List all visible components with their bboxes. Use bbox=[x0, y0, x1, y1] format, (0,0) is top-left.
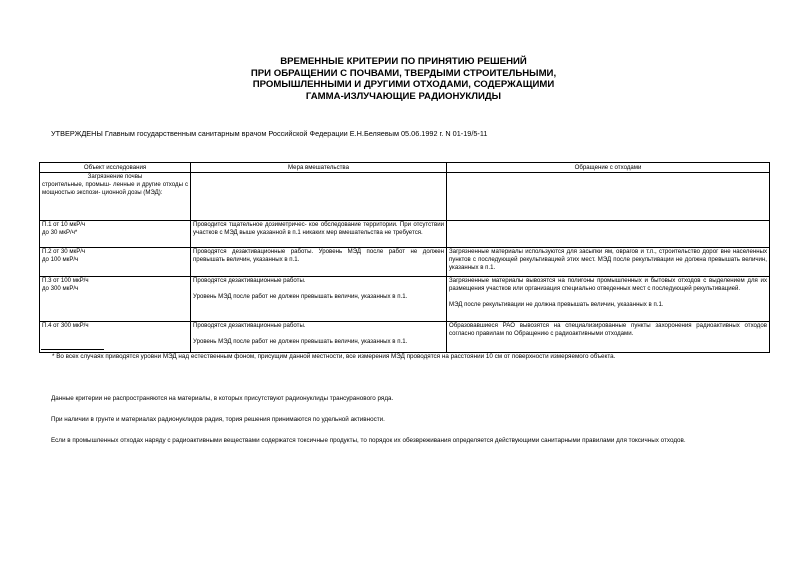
object-range: до 30 мкР/ч* bbox=[42, 229, 78, 237]
waste-cell bbox=[447, 277, 770, 322]
object-range: П.3 от 100 мкР/ч bbox=[42, 277, 89, 284]
object-range: П.4 от 300 мкР/ч bbox=[42, 322, 89, 329]
measure-cell bbox=[191, 277, 447, 322]
title-line: ПРОМЫШЛЕННЫМИ И ДРУГИМИ ОТХОДАМИ, СОДЕРЖАЩИМИ bbox=[252, 79, 555, 90]
object-cell bbox=[40, 221, 191, 248]
table-row bbox=[40, 173, 770, 221]
title-line: ПРИ ОБРАЩЕНИИ С ПОЧВАМИ, ТВЕРДЫМИ СТРОИТЕЛЬНЫМИ, bbox=[250, 67, 557, 79]
waste-text: Загрязненные материалы вывозятся на полигоны промышленных и бытовых отходов с выделением для их размещения участков или организация специально отведенных мест с последующей рекультивацией. bbox=[449, 277, 767, 293]
table-header-row bbox=[40, 163, 770, 173]
measure-text: Уровень МЭД после работ не должен превышать величин, указанных в п.1. bbox=[193, 293, 408, 301]
object-description: строительные, промыш- ленные и другие отходы с мощностью экспози- ционной дозы (МЭД): bbox=[42, 181, 188, 197]
table-row bbox=[40, 277, 770, 322]
table-row bbox=[40, 248, 770, 277]
measure-cell bbox=[191, 248, 447, 277]
column-header-waste: Обращение с отходами bbox=[447, 163, 770, 173]
object-cell bbox=[40, 173, 191, 221]
object-cell bbox=[40, 248, 191, 277]
measure-text: Проводится тщательное дозиметричес- кое обследование территории. При отсутствии участков с МЭД выше указанной в п.1 никаких мер вмешательства не требуется. bbox=[193, 221, 444, 237]
object-range: П.1 от 10 мкР/ч bbox=[42, 221, 86, 228]
waste-text: МЭД после рекультивации не должна превышать величин, указанных в п.1. bbox=[449, 301, 664, 309]
column-header-measure: Мера вмешательства bbox=[191, 163, 447, 173]
measure-text: Уровень МЭД после работ не должен превышать величин, указанных в п.1. bbox=[193, 338, 408, 346]
measure-cell bbox=[191, 173, 447, 221]
object-cell bbox=[40, 277, 191, 322]
table-row bbox=[40, 322, 770, 353]
measure-cell bbox=[191, 322, 447, 353]
criteria-table bbox=[39, 162, 770, 353]
document-title bbox=[0, 56, 807, 102]
object-cell bbox=[40, 322, 191, 353]
table-row bbox=[40, 221, 770, 248]
measure-text: Проводятся дезактивационные работы. bbox=[193, 322, 306, 329]
note-paragraph: При наличии в грунте и материалах радионуклидов радия, тория решения принимаются по удельной активности. bbox=[51, 416, 385, 423]
object-heading: Загрязнение почвы bbox=[87, 173, 143, 180]
waste-cell bbox=[447, 322, 770, 353]
object-range: П.2 от 30 мкР/ч bbox=[42, 248, 86, 255]
column-header-object: Объект исследования bbox=[40, 163, 191, 173]
title-line: ВРЕМЕННЫЕ КРИТЕРИИ ПО ПРИНЯТИЮ РЕШЕНИЙ bbox=[280, 56, 527, 67]
measure-text: Проводятся дезактивационные работы. bbox=[193, 277, 306, 284]
title-line: ГАММА-ИЗЛУЧАЮЩИЕ РАДИОНУКЛИДЫ bbox=[305, 90, 502, 102]
waste-cell bbox=[447, 173, 770, 221]
approval-line: УТВЕРЖДЕНЫ Главным государственным санитарным врачом Российской Федерации Е.Н.Беляевым 05.06.1992 г. N 01-19/5-11 bbox=[51, 129, 488, 138]
object-range: до 300 мкР/ч bbox=[42, 285, 79, 293]
note-paragraph: Данные критерии не распространяются на материалы, в которых присутствуют радионуклиды трансуранового ряда. bbox=[51, 395, 394, 402]
note-paragraph: Если в промышленных отходах наряду с радиоактивными веществами содержатся токсичные продукты, то порядок их обезвреживания определяется действующими санитарными правилами для токсичных отходов. bbox=[51, 437, 686, 444]
waste-cell bbox=[447, 221, 770, 248]
waste-cell bbox=[447, 248, 770, 277]
footnote-divider bbox=[41, 349, 104, 350]
measure-cell bbox=[191, 221, 447, 248]
measure-text: Проводятся дезактивационные работы. Уровень МЭД после работ не должен превышать величин, указанных в п.1. bbox=[193, 248, 444, 264]
object-range: до 100 мкР/ч bbox=[42, 256, 79, 264]
waste-text: Образовавшиеся РАО вывозятся на специализированные пункты захоронения радиоактивных отходов согласно правилам по Обращению с радиоактивными отходами. bbox=[449, 322, 767, 338]
waste-text: Загрязненные материалы используются для засыпки ям, оврагов и т.п., строительство дорог вне населенных пунктов с последующей рекультивацией этих мест. МЭД после рекультивации не должна превышать величин, указанных в п.1. bbox=[449, 248, 767, 272]
footnote: * Во всех случаях приводятся уровни МЭД над естественным фоном, присущим данной местности, все измерения МЭД проводятся на расстоянии 10 см от поверхности измеряемого объекта. bbox=[52, 353, 616, 360]
